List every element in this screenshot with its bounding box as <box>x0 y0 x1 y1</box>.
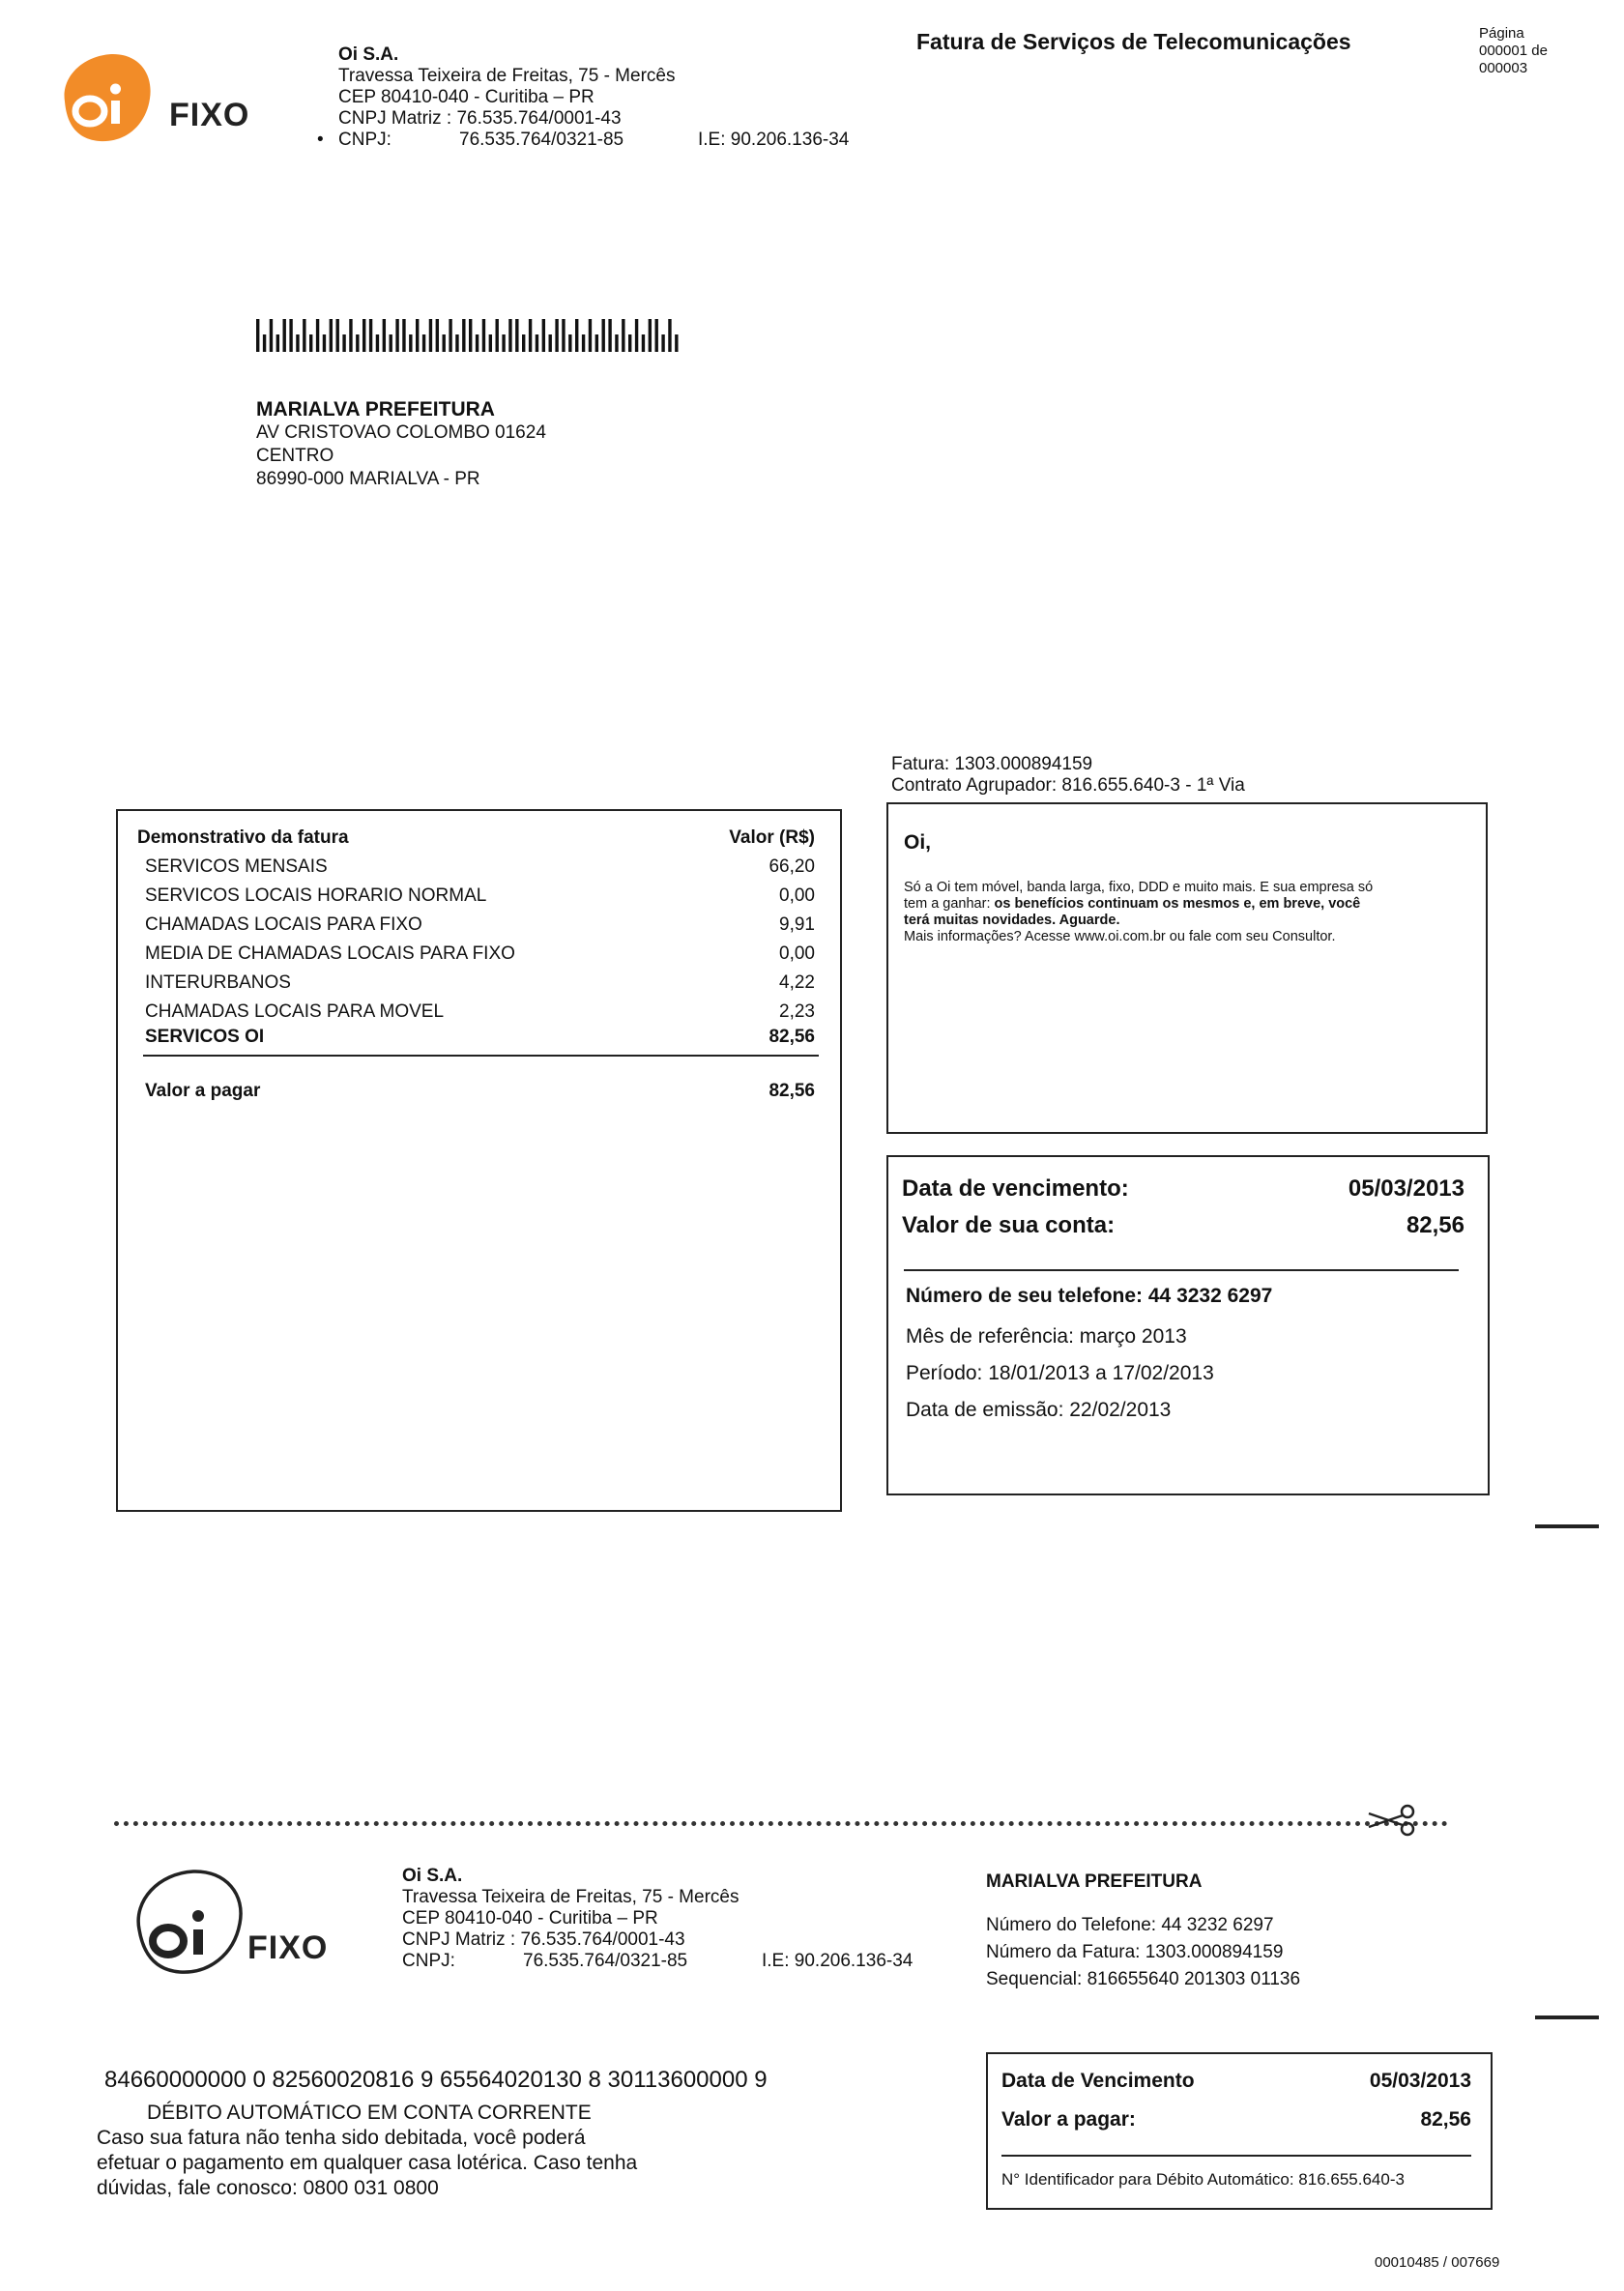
message-line2-a: tem a ganhar: <box>904 896 995 912</box>
stub-logo <box>126 1866 358 1982</box>
margin-mark <box>1535 1524 1599 1528</box>
scissors-icon <box>1365 1804 1423 1837</box>
stub-due-divider <box>1001 2155 1471 2157</box>
barcode-bar <box>330 319 333 352</box>
barcode-bar <box>568 334 571 352</box>
statement-row-value: 0,00 <box>779 943 815 964</box>
subtotal-label: SERVICOS OI <box>145 1027 265 1047</box>
message-line4: Mais informações? Acesse www.oi.com.br ou fale com seu Consultor. <box>904 929 1336 944</box>
stub-recipient-name: MARIALVA PREFEITURA <box>986 1871 1203 1892</box>
barcode-bar <box>362 319 365 352</box>
due-date-label: Data de vencimento: <box>902 1175 1129 1202</box>
barcode-bar <box>422 334 425 352</box>
stub-company-cnpj-row <box>402 1951 914 1972</box>
company-address2: CEP 80410-040 - Curitiba – PR <box>338 87 594 107</box>
stub-invoice: Número da Fatura: 1303.000894159 <box>986 1942 1284 1962</box>
barcode-bar <box>608 319 611 352</box>
barcode-bar <box>549 334 552 352</box>
statement-row-label: INTERURBANOS <box>145 972 291 993</box>
barcode-bar <box>436 319 439 352</box>
invoice-number: Fatura: 1303.000894159 <box>891 754 1093 774</box>
statement-row-value: 4,22 <box>779 972 815 993</box>
barcode-bar <box>496 319 499 352</box>
page-label: Página <box>1479 25 1524 42</box>
issue-date: Data de emissão: 22/02/2013 <box>906 1399 1172 1421</box>
barcode-bar <box>356 334 359 352</box>
barcode-bar <box>508 319 511 352</box>
company-cnpj-matriz: CNPJ Matriz : 76.535.764/0001-43 <box>338 108 622 129</box>
barcode-bar <box>342 334 345 352</box>
barcode-bar <box>462 319 465 352</box>
barcode-bar <box>502 334 505 352</box>
billing-period: Período: 18/01/2013 a 17/02/2013 <box>906 1362 1214 1384</box>
barcode-bar <box>675 334 678 352</box>
statement-row-label: SERVICOS MENSAIS <box>145 856 328 877</box>
stub-cnpj-label: CNPJ: <box>402 1951 455 1971</box>
barcode-bar <box>383 319 386 352</box>
stub-debit-block <box>97 2101 696 2201</box>
recipient-name: MARIALVA PREFEITURA <box>256 398 495 420</box>
stub-debit-text2: efetuar o pagamento em qualquer casa lotérica. Caso tenha <box>97 2152 638 2174</box>
stub-debit-text1: Caso sua fatura não tenha sido debitada, você poderá <box>97 2127 586 2149</box>
barcode-bar <box>263 334 266 352</box>
company-address1: Travessa Teixeira de Freitas, 75 - Mercês <box>338 66 676 86</box>
barcode-bar <box>469 319 472 352</box>
due-date-value: 05/03/2013 <box>1348 1175 1464 1202</box>
stub-company-name: Oi S.A. <box>402 1866 463 1886</box>
barcode-bar <box>522 334 525 352</box>
message-line2-b: os benefícios continuam os mesmos e, em breve, você <box>994 896 1361 912</box>
stub-debit-id: N° Identificador para Débito Automático: 816.655.640-3 <box>1001 2170 1405 2189</box>
stub-due-box <box>986 2052 1493 2210</box>
barcode-bar <box>369 319 372 352</box>
stub-company-cnpj-matriz: CNPJ Matriz : 76.535.764/0001-43 <box>402 1929 685 1950</box>
stub-ie: I.E: 90.206.136-34 <box>762 1951 914 1971</box>
company-block <box>317 44 850 151</box>
recipient-city: 86990-000 MARIALVA - PR <box>256 469 480 489</box>
barcode-bar <box>395 319 398 352</box>
phone-number: Número de seu telefone: 44 3232 6297 <box>906 1285 1273 1307</box>
recipient-district: CENTRO <box>256 446 334 466</box>
barcode-bar <box>449 319 451 352</box>
statement-row-value: 66,20 <box>768 856 815 877</box>
amount-label: Valor de sua conta: <box>902 1212 1116 1238</box>
barcode-bar <box>276 334 279 352</box>
total-label: Valor a pagar <box>145 1081 261 1101</box>
barcode-bar <box>429 319 432 352</box>
barcode-bar <box>649 319 652 352</box>
barcode-bar <box>628 334 631 352</box>
reference-month: Mês de referência: março 2013 <box>906 1325 1187 1348</box>
recipient-block <box>256 398 546 491</box>
message-line3: terá muitas novidades. Aguarde. <box>904 913 1120 928</box>
stub-company-address2: CEP 80410-040 - Curitiba – PR <box>402 1908 658 1928</box>
barcode-bar <box>489 334 492 352</box>
stub-recipient-block <box>986 1871 1300 1993</box>
barcode-bar <box>555 319 558 352</box>
barcode-bar <box>575 319 578 352</box>
statement-value-header: Valor (R$) <box>729 827 815 848</box>
barcode-bar <box>529 319 532 352</box>
oi-logo-outline-icon <box>126 1866 251 1982</box>
contract-number: Contrato Agrupador: 816.655.640-3 - 1ª Via <box>891 775 1245 796</box>
message-body <box>904 880 1373 945</box>
message-line2 <box>904 896 1373 913</box>
barcode-bar <box>482 319 485 352</box>
barcode-bar <box>589 319 592 352</box>
stub-debit-text3: dúvidas, fale conosco: 0800 031 0800 <box>97 2177 439 2199</box>
total-value: 82,56 <box>768 1081 815 1101</box>
invoice-ref <box>891 754 1245 797</box>
stub-logo-product-name: FIXO <box>247 1929 329 1966</box>
barcode-bar <box>349 319 352 352</box>
barcode-bar <box>309 334 312 352</box>
barcode-bar <box>296 334 299 352</box>
company-ie: I.E: 90.206.136-34 <box>698 130 850 150</box>
page-total: 000003 <box>1479 60 1528 76</box>
barcode-bar <box>562 319 565 352</box>
stub-phone: Número do Telefone: 44 3232 6297 <box>986 1915 1274 1935</box>
barcode-bar <box>668 319 671 352</box>
barcode-bar <box>602 319 605 352</box>
barcode-bar <box>642 334 645 352</box>
barcode-bar <box>443 334 446 352</box>
barcode-bar <box>595 334 598 352</box>
stub-debit-title: DÉBITO AUTOMÁTICO EM CONTA CORRENTE <box>147 2102 592 2124</box>
barcode-bar <box>323 334 326 352</box>
postal-barcode <box>256 319 682 352</box>
barcode-bar <box>455 334 458 352</box>
message-line1: Só a Oi tem móvel, banda larga, fixo, DDD e muito mais. E sua empresa só <box>904 880 1374 895</box>
stub-cnpj-value: 76.535.764/0321-85 <box>523 1951 688 1971</box>
barcode-bar <box>376 334 379 352</box>
company-cnpj-value: 76.535.764/0321-85 <box>459 130 624 150</box>
barcode-bar <box>542 319 545 352</box>
stub-due-value: 05/03/2013 <box>1369 2070 1471 2092</box>
barcode-bar <box>409 334 412 352</box>
statement-row-label: CHAMADAS LOCAIS PARA FIXO <box>145 914 422 935</box>
stub-company-block <box>402 1866 914 1972</box>
recipient-street: AV CRISTOVAO COLOMBO 01624 <box>256 422 546 443</box>
stub-company-address1: Travessa Teixeira de Freitas, 75 - Mercês <box>402 1887 740 1907</box>
oi-logo-icon <box>53 48 160 155</box>
document-title: Fatura de Serviços de Telecomunicações <box>916 29 1351 54</box>
statement-box <box>116 809 842 1512</box>
statement-row-value: 9,91 <box>779 914 815 935</box>
barcode-bar <box>256 319 259 352</box>
logo-product-name: FIXO <box>169 97 250 133</box>
statement-row-value: 2,23 <box>779 1001 815 1022</box>
stub-amount-value: 82,56 <box>1420 2108 1471 2131</box>
margin-mark <box>1535 2016 1599 2019</box>
barcode-bar <box>536 334 538 352</box>
barcode-bar <box>316 319 319 352</box>
barcode-bar <box>661 334 664 352</box>
stub-barcode-line: 84660000000 0 82560020816 9 65564020130 8 30113600000 9 <box>104 2067 768 2093</box>
barcode-bar <box>283 319 286 352</box>
stub-due-label: Data de Vencimento <box>1001 2070 1195 2092</box>
barcode-bar <box>515 319 518 352</box>
barcode-bar <box>416 319 419 352</box>
stub-sequence: Sequencial: 816655640 201303 01136 <box>986 1969 1301 1989</box>
company-name: Oi S.A. <box>338 44 399 65</box>
barcode-bar <box>303 319 305 352</box>
statement-row-label: MEDIA DE CHAMADAS LOCAIS PARA FIXO <box>145 943 515 964</box>
statement-row-label: SERVICOS LOCAIS HORARIO NORMAL <box>145 885 487 906</box>
barcode-bar <box>270 319 273 352</box>
barcode-bar <box>402 319 405 352</box>
message-greeting: Oi, <box>904 831 932 854</box>
statement-row-label: CHAMADAS LOCAIS PARA MOVEL <box>145 1001 445 1022</box>
page-current: 000001 de <box>1479 43 1548 59</box>
barcode-bar <box>289 319 292 352</box>
top-logo <box>53 48 266 155</box>
barcode-bar <box>336 319 339 352</box>
barcode-bar <box>635 319 638 352</box>
company-cnpj-label: CNPJ: <box>338 130 392 150</box>
barcode-bar <box>622 319 624 352</box>
barcode-bar <box>390 334 392 352</box>
barcode-bar <box>476 334 478 352</box>
statement-title: Demonstrativo da fatura <box>137 827 349 848</box>
amount-value: 82,56 <box>1406 1212 1464 1238</box>
footer-code: 00010485 / 007669 <box>1375 2254 1500 2271</box>
bullet-icon: • <box>317 130 324 150</box>
subtotal-value: 82,56 <box>768 1027 815 1047</box>
message-box <box>886 802 1488 1134</box>
barcode-bar <box>582 334 585 352</box>
company-cnpj-row <box>317 130 850 151</box>
stub-amount-label: Valor a pagar: <box>1001 2108 1136 2131</box>
due-divider <box>904 1269 1459 1271</box>
statement-row-value: 0,00 <box>779 885 815 906</box>
barcode-bar <box>615 334 618 352</box>
statement-divider <box>143 1055 819 1057</box>
page-indicator <box>1479 25 1548 77</box>
cut-line <box>114 1821 1448 1826</box>
barcode-bar <box>655 319 658 352</box>
due-box <box>886 1155 1490 1495</box>
